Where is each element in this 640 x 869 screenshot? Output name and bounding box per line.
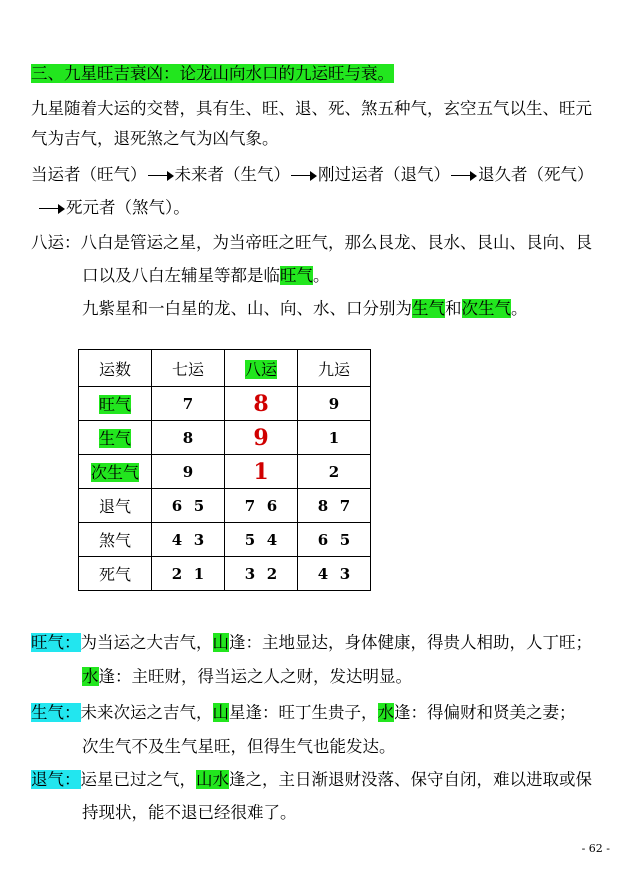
cell-num: 5 [339, 530, 351, 549]
shui-highlight: 水 [377, 703, 394, 722]
sheng-qi-label: 生气： [31, 703, 81, 722]
punct: 。 [511, 299, 528, 318]
chain-dead: 死元者（煞气）。 [66, 198, 190, 217]
cell-num: 8 [317, 496, 329, 515]
wang-text: 逢：主旺财，得当运之人之财，发达明显。 [98, 667, 412, 686]
cell-num: 7 [244, 496, 256, 515]
cell-num: 6 [266, 496, 278, 515]
right-arrow-icon [451, 171, 477, 181]
yun-qi-table [78, 349, 371, 591]
table-cell [225, 489, 298, 523]
cycle-chain-line-2 [38, 196, 190, 220]
tui-qi-line-1 [31, 768, 592, 792]
table-cell [298, 557, 371, 591]
table-header-cell [225, 350, 298, 387]
row-label: 死气 [79, 557, 152, 591]
sheng-text: 逢：得偏财和贤美之妻； [394, 703, 576, 722]
sheng-text: 星逢：旺丁生贵子， [229, 703, 378, 722]
cell-num: 4 [171, 530, 183, 549]
table-cell [225, 557, 298, 591]
cell-num: 1 [193, 564, 205, 583]
tui-text: 逢之，主日渐退财没落、保守自闭，难以进取或保 [229, 770, 592, 789]
row-label: 煞气 [79, 523, 152, 557]
table-row [79, 557, 371, 591]
ba-yun-text: 口以及八白左辅星等都是临 [82, 266, 280, 285]
right-arrow-icon [148, 171, 174, 181]
ba-yun-line-1: 八运：八白是管运之星，为当帝旺之旺气，那么艮龙、艮水、艮山、艮向、艮 [31, 233, 592, 252]
heading-text: 三、九星旺吉衰凶：论龙山向水口的九运旺与衰。 [31, 64, 394, 83]
right-arrow-icon [39, 204, 65, 214]
chain-passed: 刚过运者（退气） [318, 165, 450, 184]
table-cell [298, 523, 371, 557]
intro-line-1: 九星随着大运的交替，具有生、旺、退、死、煞五种气，玄空五气以生、旺元 [31, 99, 592, 118]
cell-num: 6 [171, 496, 183, 515]
wang-qi-label: 旺气： [31, 633, 81, 652]
tui-text: 运星已过之气， [80, 770, 196, 789]
table-header-cell: 七运 [152, 350, 225, 387]
table-cell: 2 [298, 455, 371, 489]
cell-num: 6 [317, 530, 329, 549]
ba-yun-line-2 [82, 264, 330, 288]
wang-qi-line-1 [31, 631, 592, 655]
cell-num: 2 [171, 564, 183, 583]
row-label [79, 387, 152, 421]
cell-num: 7 [339, 496, 351, 515]
table-row [79, 455, 371, 489]
intro-line-2: 气为吉气，退死煞之气为凶气象。 [31, 129, 279, 148]
table-header-cell: 运数 [79, 350, 152, 387]
wang-qi-highlight: 旺气 [280, 266, 313, 285]
shan-highlight: 山 [212, 633, 229, 652]
table-cell: 8 [225, 387, 298, 421]
page-number: - 62 - [581, 842, 610, 855]
sheng-qi-line-2: 次生气不及生气星旺，但得生气也能发达。 [82, 737, 396, 756]
row-label-text: 生气 [98, 429, 131, 448]
shui-highlight: 水 [82, 667, 99, 686]
cell-num: 4 [317, 564, 329, 583]
ci-sheng-qi-highlight: 次生气 [461, 299, 511, 318]
row-label-text: 旺气 [98, 395, 131, 414]
wang-text: 逢：主地显达，身体健康，得贵人相助，人丁旺； [229, 633, 592, 652]
table-row [79, 421, 371, 455]
ba-yun-text: 九紫星和一白星的龙、山、向、水、口分别为 [82, 299, 412, 318]
table-header-cell: 九运 [298, 350, 371, 387]
table-cell [298, 489, 371, 523]
right-arrow-icon [291, 171, 317, 181]
shanshui-highlight: 山水 [196, 770, 229, 789]
table-cell: 1 [298, 421, 371, 455]
punct: 。 [313, 266, 330, 285]
table-cell [152, 557, 225, 591]
cell-num: 3 [244, 564, 256, 583]
ba-yun-line-3 [82, 297, 528, 321]
table-cell: 9 [298, 387, 371, 421]
cell-num: 3 [339, 564, 351, 583]
table-cell: 8 [152, 421, 225, 455]
table-header-row [79, 350, 371, 387]
sheng-qi-highlight: 生气 [412, 299, 445, 318]
cell-num: 3 [193, 530, 205, 549]
sheng-text: 未来次运之吉气， [80, 703, 213, 722]
conjunction: 和 [445, 299, 462, 318]
table-cell [152, 489, 225, 523]
table-cell [152, 523, 225, 557]
section-heading [31, 62, 394, 86]
table-cell: 9 [152, 455, 225, 489]
cell-num: 4 [266, 530, 278, 549]
row-label: 退气 [79, 489, 152, 523]
chain-future: 未来者（生气） [174, 165, 290, 184]
cell-num: 5 [193, 496, 205, 515]
sheng-qi-line-1 [31, 701, 576, 725]
table-cell [225, 523, 298, 557]
row-label [79, 421, 152, 455]
cycle-chain-line-1 [31, 163, 594, 187]
row-label [79, 455, 152, 489]
table-cell: 9 [225, 421, 298, 455]
cell-num: 2 [266, 564, 278, 583]
wang-qi-line-2 [82, 665, 412, 689]
chain-current: 当运者（旺气） [31, 165, 147, 184]
table-cell: 7 [152, 387, 225, 421]
tui-qi-line-2: 持现状，能不退已经很难了。 [82, 803, 297, 822]
tui-qi-label: 退气： [31, 770, 81, 789]
wang-text: 为当运之大吉气， [80, 633, 213, 652]
table-row [79, 489, 371, 523]
table-row [79, 387, 371, 421]
table-cell: 1 [225, 455, 298, 489]
shan-highlight: 山 [212, 703, 229, 722]
row-label-text: 次生气 [90, 463, 139, 482]
cell-num: 5 [244, 530, 256, 549]
chain-long-passed: 退久者（死气） [478, 165, 594, 184]
table-row [79, 523, 371, 557]
header-ba-yun: 八运 [244, 359, 277, 379]
